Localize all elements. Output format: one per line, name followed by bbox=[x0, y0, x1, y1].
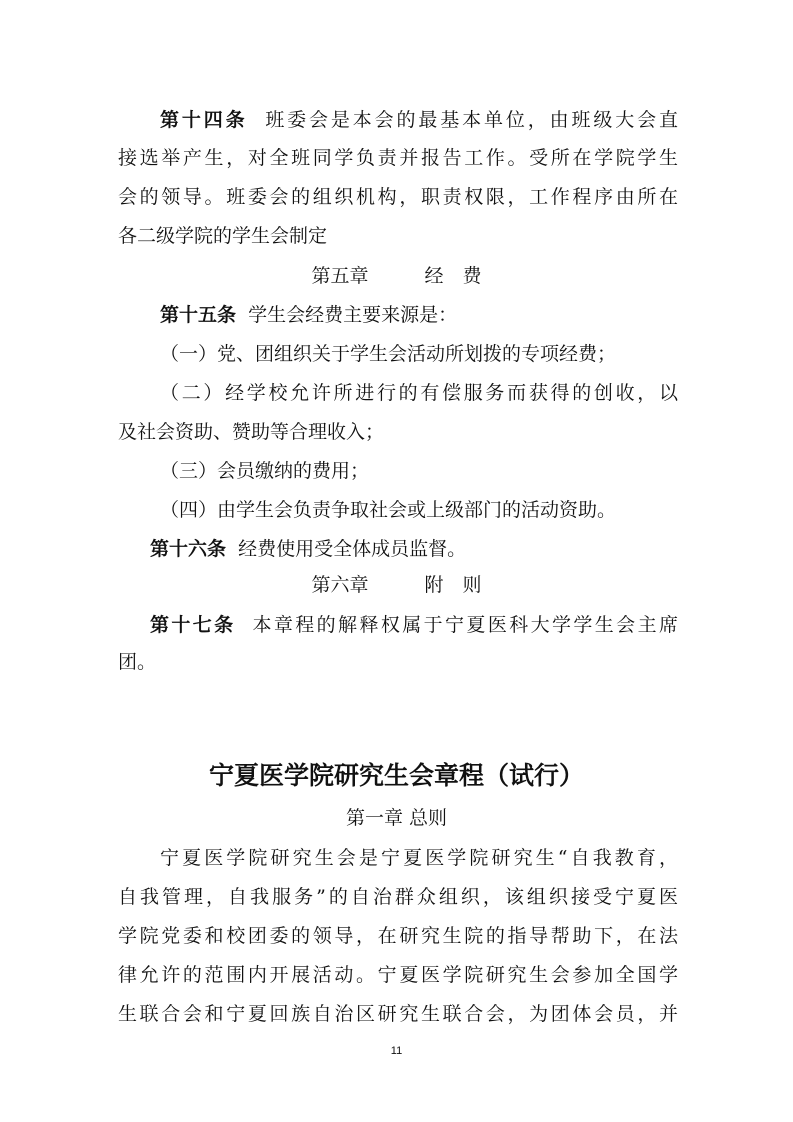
article-15-item-4: （四）由学生会负责争取社会或上级部门的活动资助。 bbox=[160, 499, 617, 521]
article-17-line-1 bbox=[150, 613, 678, 637]
article-14-label: 第十四条 bbox=[160, 109, 248, 131]
document-title: 宁夏医学院研究生会章程（试行） bbox=[208, 761, 584, 790]
chapter-6-name: 附 则 bbox=[424, 574, 482, 596]
general-paragraph-line-1: 宁夏医学院研究生会是宁夏医学院研究生“自我教育， bbox=[160, 847, 678, 869]
article-17-line-2: 团。 bbox=[118, 651, 157, 673]
chapter-1-heading: 第一章 总则 bbox=[345, 807, 448, 829]
article-17-text: 本章程的解释权属于宁夏医科大学学生会主席 bbox=[252, 614, 678, 636]
article-14-line-3: 会的领导。班委会的组织机构，职责权限，工作程序由所在 bbox=[118, 186, 678, 208]
general-paragraph-line-2: 自我管理，自我服务”的自治群众组织，该组织接受宁夏医 bbox=[118, 886, 678, 908]
article-15-text: 学生会经费主要来源是： bbox=[248, 304, 458, 326]
chapter-5-number: 第五章 bbox=[311, 265, 369, 287]
article-16-label: 第十六条 bbox=[150, 538, 227, 560]
article-14-line-4: 各二级学院的学生会制定 bbox=[118, 225, 328, 247]
general-paragraph-line-4: 律允许的范围内开展活动。宁夏医学院研究生会参加全国学 bbox=[118, 964, 678, 986]
article-15-item-3: （三）会员缴纳的费用； bbox=[160, 460, 370, 482]
article-16-line bbox=[150, 537, 678, 561]
chapter-6-heading bbox=[0, 573, 793, 597]
article-14-text: 班委会是本会的最基本单位，由班级大会直 bbox=[265, 109, 678, 131]
article-15-item-1: （一）党、团组织关于学生会活动所划拨的专项经费； bbox=[160, 343, 617, 365]
chapter-5-name: 经 费 bbox=[424, 265, 482, 287]
article-15-label: 第十五条 bbox=[160, 304, 237, 326]
article-16-text: 经费使用受全体成员监督。 bbox=[238, 538, 467, 560]
article-17-label: 第十七条 bbox=[150, 614, 236, 636]
general-paragraph-line-3: 学院党委和校团委的领导，在研究生院的指导帮助下，在法 bbox=[118, 925, 678, 947]
page-number: 11 bbox=[390, 1045, 403, 1057]
article-15-line bbox=[160, 303, 678, 327]
general-paragraph-line-5: 生联合会和宁夏回族自治区研究生联合会，为团体会员，并 bbox=[118, 1003, 678, 1025]
article-14-line-1 bbox=[160, 108, 678, 132]
chapter-5-heading bbox=[0, 264, 793, 288]
article-15-item-2-line-2: 及社会资助、赞助等合理收入； bbox=[118, 421, 385, 443]
article-15-item-2-line-1: （二）经学校允许所进行的有偿服务而获得的创收，以 bbox=[160, 382, 678, 404]
chapter-6-number: 第六章 bbox=[311, 574, 369, 596]
article-14-line-2: 接选举产生，对全班同学负责并报告工作。受所在学院学生 bbox=[118, 147, 678, 169]
